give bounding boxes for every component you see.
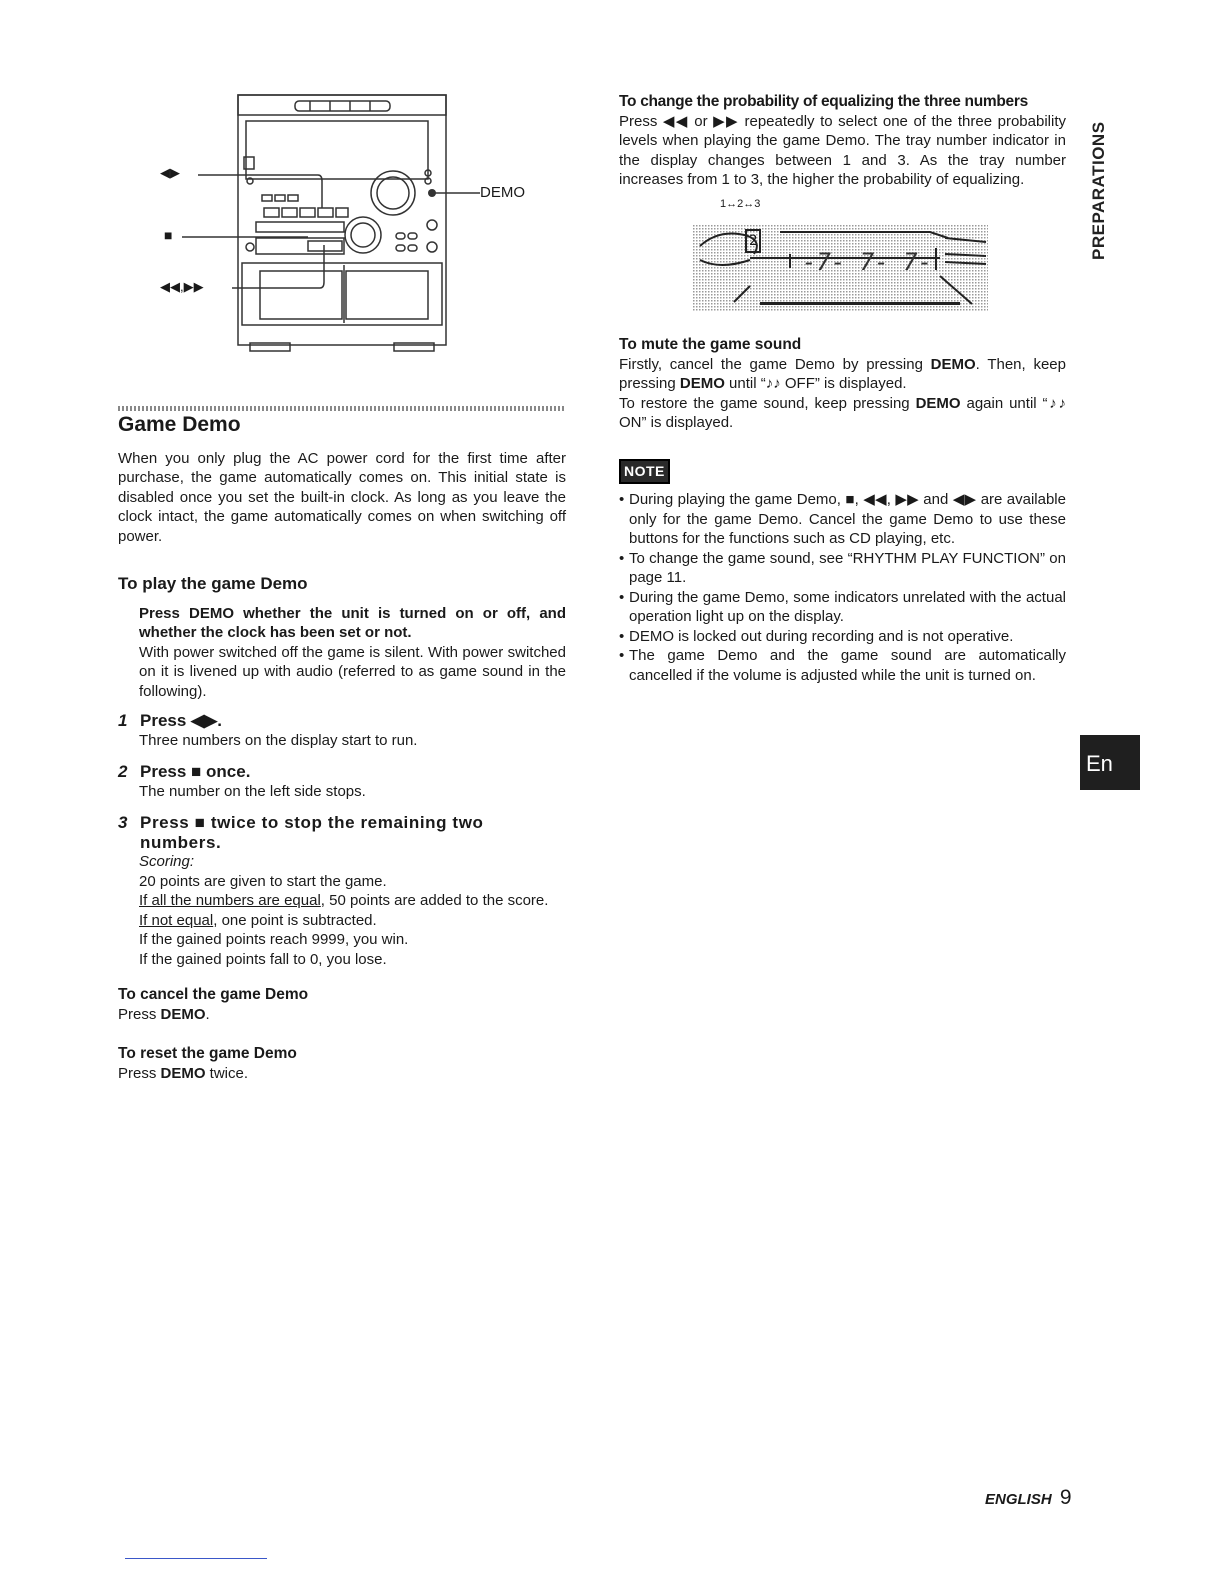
left-column — [118, 415, 566, 1083]
step-1-title: Press ◀▶. — [140, 711, 222, 730]
cancel-text: Press DEMO. — [118, 1005, 210, 1023]
reset-heading: To reset the game Demo — [118, 1045, 297, 1062]
note-item: • To change the game sound, see “RHYTHM PLAY FUNCTION” on page 11. — [619, 549, 1066, 588]
mute-text: Firstly, cancel the game Demo by pressing DEMO. Then, keep pressing DEMO until “♪♪ OFF” is displayed. — [619, 355, 1066, 392]
side-tab-preparations: PREPARATIONS — [1089, 121, 1108, 260]
note-item: • During the game Demo, some indicators unrelated with the actual operation light up on the display. — [619, 588, 1066, 627]
step-3-title: Press ■ twice to stop the remaining two numbers. — [140, 813, 484, 852]
section-divider — [118, 406, 566, 411]
callout-play-pause-label: ◀▶ — [160, 165, 180, 180]
lcd-digits: -7- 7- 7- — [802, 248, 933, 276]
reset-text: Press DEMO twice. — [118, 1064, 249, 1082]
note-item: • The game Demo and the game sound are automatically cancelled if the volume is adjusted while the unit is turned on. — [619, 646, 1066, 685]
stereo-unit-illustration — [150, 85, 550, 360]
right-column — [619, 92, 1066, 190]
step-1: 1 Press ◀▶. Three numbers on the display start to run. — [118, 711, 566, 750]
mute-heading: To mute the game sound — [619, 336, 802, 353]
step-2-title: Press ■ once. — [140, 762, 251, 781]
callout-stop-label: ■ — [164, 227, 173, 243]
tray-cycle-label: 1↔2↔3 — [720, 198, 761, 210]
lcd-display-figure — [690, 198, 990, 314]
language-tab: En — [1080, 735, 1140, 790]
note-item: • DEMO is locked out during recording and is not operative. — [619, 627, 1066, 647]
intro-paragraph: When you only plug the AC power cord for the first time after purchase, the game automatically comes on. This initial state is disabled once you set the built-in clock. As long as you leave the clock intact, the game automatically comes on when switching off power. — [118, 449, 566, 545]
footer-language: ENGLISH — [985, 1491, 1052, 1508]
cancel-heading: To cancel the game Demo — [118, 986, 309, 1003]
callout-demo-label: DEMO — [480, 184, 525, 201]
step-1-text: Three numbers on the display start to run. — [139, 731, 418, 749]
tray-number-digit: 2 — [749, 233, 758, 249]
step-3: 3 Press ■ twice to stop the remaining two numbers. Scoring: 20 points are given to start the game. If all the numbers are equal, 50 points are added to the score. If not equal, one point is subtracted. If the gained points reach 9999, you win. If the gained points fall to 0, you lose. — [118, 813, 566, 969]
scoring-label: Scoring: — [139, 853, 195, 870]
section-title: Game Demo — [118, 413, 241, 436]
play-instruction: Press DEMO whether the unit is turned on or off, and whether the clock has been set or not. — [139, 604, 566, 641]
play-heading: To play the game Demo — [118, 574, 308, 593]
step-2: 2 Press ■ once. The number on the left side stops. — [118, 762, 566, 801]
lcd-display-illustration — [690, 198, 990, 314]
page-number: 9 — [1059, 1486, 1072, 1509]
page-footer — [985, 1486, 1072, 1510]
notes-list — [619, 490, 1066, 685]
step-2-text: The number on the left side stops. — [139, 782, 366, 800]
right-column-lower — [619, 335, 1066, 685]
bottom-rule — [125, 1558, 267, 1559]
scoring-block: Scoring: 20 points are given to start the game. If all the numbers are equal, 50 points are added to the score. If not equal, one point is subtracted. If the gained points reach 9999, you win. If the gained points fall to 0, you lose. — [118, 852, 566, 969]
probability-heading: To change the probability of equalizing the three numbers — [619, 93, 1028, 110]
callout-rew-ff-label: ◀◀,▶▶ — [160, 279, 204, 294]
play-description: With power switched off the game is silent. With power switched on it is livened up with audio (referred to as game sound in the following). — [139, 643, 566, 700]
stereo-figure — [150, 85, 550, 360]
note-item: • During playing the game Demo, ■, ◀◀, ▶▶ and ◀▶ are available only for the game Demo. Cancel the game Demo to use these buttons for the functions such as CD playing, etc. — [619, 490, 1066, 549]
note-badge: NOTE — [619, 459, 670, 485]
probability-text: Press ◀◀ or ▶▶ repeatedly to select one of the three probability levels when playing the game Demo. The tray number indicator in the display changes between 1 and 3. As the tray number increases from 1 to 3, the higher the probability of equalizing. — [619, 112, 1066, 188]
restore-text: To restore the game sound, keep pressing DEMO again until “♪♪ ON” is displayed. — [619, 394, 1067, 431]
